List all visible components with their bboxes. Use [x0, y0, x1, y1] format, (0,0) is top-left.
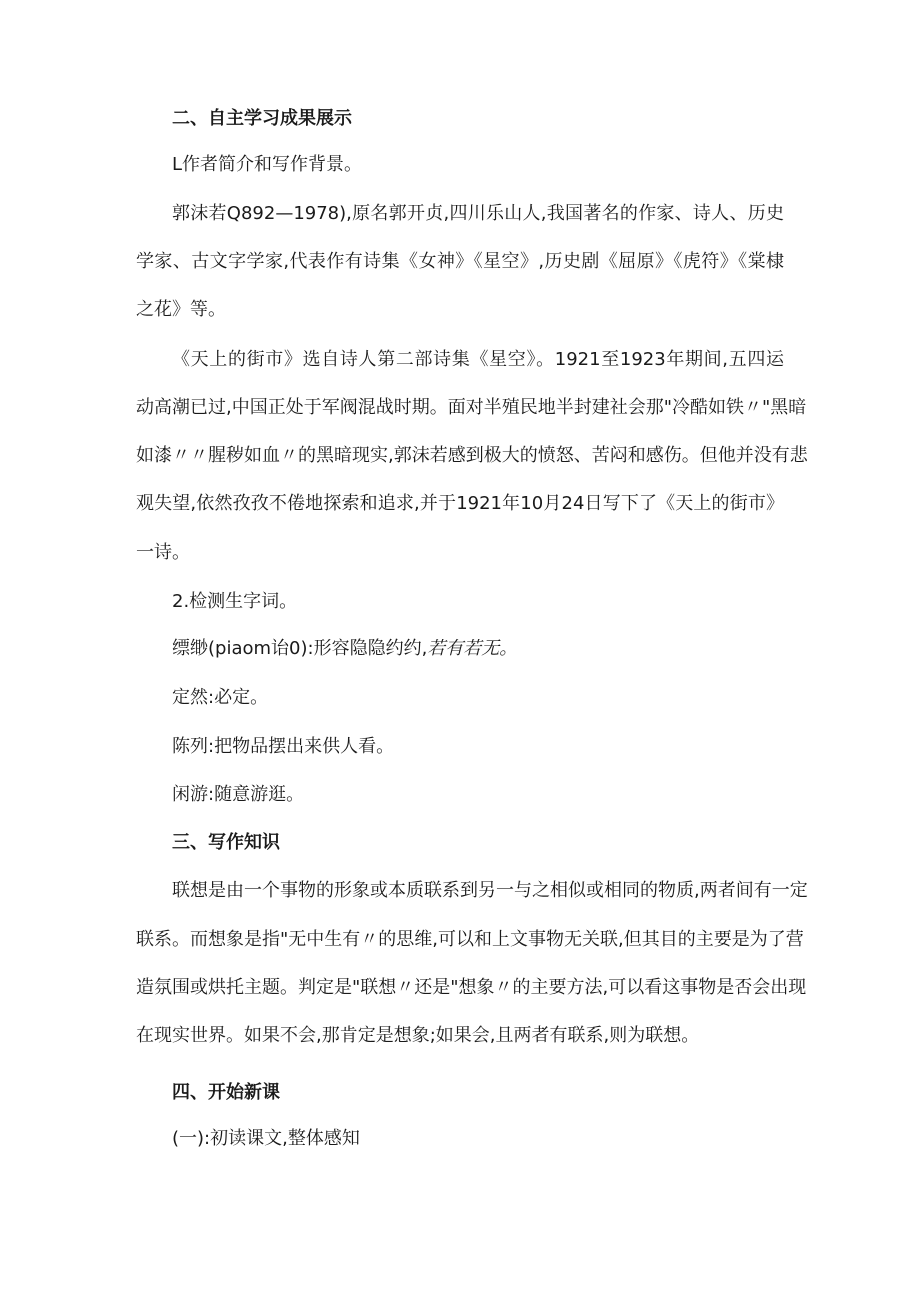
background-line-4: 观失望,依然孜孜不倦地探索和追求,并于1921年10月24日写下了《天上的街市》 [136, 493, 784, 514]
background-line-2: 动高潮已过,中国正处于军阀混战时期。面对半殖民地半封建社会那"冷酷如铁〃"黑暗 [136, 397, 807, 418]
vocab-definition-italic: 若有若无。 [427, 638, 518, 659]
vocab-line-chenlie: 陈列:把物品摆出来供人看。 [172, 736, 395, 757]
bio-line-3: 之花》等。 [136, 299, 226, 320]
writing-line-2: 联系。而想象是指"无中生有〃的思维,可以和上文事物无关联,但其目的主要是为了营 [136, 929, 804, 950]
item2-title: 2.检测生字词。 [172, 591, 298, 612]
vocab-line-piaomiao [172, 637, 517, 661]
background-line-5: 一诗。 [136, 542, 190, 563]
section3-heading: 三、写作知识 [172, 832, 280, 853]
writing-line-1: 联想是由一个事物的形象或本质联系到另一与之相似或相同的物质,两者间有一定 [172, 880, 808, 901]
vocab-line-xianyou: 闲游:随意游逛。 [172, 784, 305, 805]
writing-line-4: 在现实世界。如果不会,那肯定是想象;如果会,且两者有联系,则为联想。 [136, 1025, 700, 1046]
background-line-1: 《天上的街市》选自诗人第二部诗集《星空》。1921至1923年期间,五四运 [172, 349, 784, 370]
section2-heading: 二、自主学习成果展示 [172, 108, 352, 129]
item1-title: L作者简介和写作背景。 [172, 154, 363, 175]
bio-line-2: 学家、古文字学家,代表作有诗集《女神》《星空》,历史剧《屈原》《虎符》《棠棣 [136, 251, 784, 272]
writing-line-3: 造氛围或烘托主题。判定是"联想〃还是"想象〃的主要方法,可以看这事物是否会出现 [136, 977, 807, 998]
background-line-3: 如漆〃〃腥秽如血〃的黑暗现实,郭沫若感到极大的愤怒、苦闷和感伤。但他并没有悲 [136, 445, 808, 466]
section4-heading: 四、开始新课 [172, 1082, 280, 1103]
bio-line-1: 郭沫若Q892—1978),原名郭开贞,四川乐山人,我国著名的作家、诗人、历史 [172, 203, 784, 224]
section4-sub1: (一):初读课文,整体感知 [172, 1128, 360, 1149]
vocab-definition: 缥缈(piaom诒0):形容隐隐约约, [172, 638, 428, 659]
vocab-line-dingran: 定然:必定。 [172, 687, 269, 708]
